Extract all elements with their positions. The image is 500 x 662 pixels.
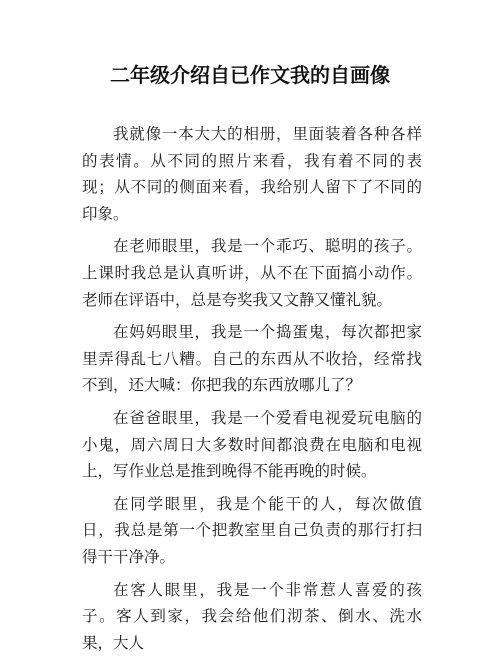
paragraph-4: 在爸爸眼里，我是一个爱看电视爱玩电脑的小鬼，周六周日大多数时间都浪费在电脑和电视上，写作业总是推到晚得不能再晚的时候。 xyxy=(82,408,422,481)
paragraph-2: 在老师眼里，我是一个乖巧、聪明的孩子。上课时我总是认真听讲，从不在下面搞小动作。老师在评语中，总是夸奖我又文静又懂礼貌。 xyxy=(82,237,422,309)
paragraph-6: 在客人眼里，我是一个非常惹人喜爱的孩子。客人到家，我会给他们沏茶、倒水、洗水果，大人 xyxy=(82,580,422,652)
paragraph-5: 在同学眼里，我是个能干的人，每次做值日，我总是第一个把教室里自己负责的那行打扫得干干净净。 xyxy=(82,494,422,566)
paragraph-3: 在妈妈眼里，我是一个捣蛋鬼，每次都把家里弄得乱七八糟。自己的东西从不收拾，经常找不到，还大喊：你把我的东西放哪儿了？ xyxy=(82,323,422,395)
document-body xyxy=(82,121,422,662)
paragraph-1: 我就像一本大大的相册，里面装着各种各样的表情。从不同的照片来看，我有着不同的表现；从不同的侧面来看，我给别人留下了不同的印象。 xyxy=(82,125,422,223)
document-title: 二年级介绍自已作文我的自画像 xyxy=(110,63,390,87)
